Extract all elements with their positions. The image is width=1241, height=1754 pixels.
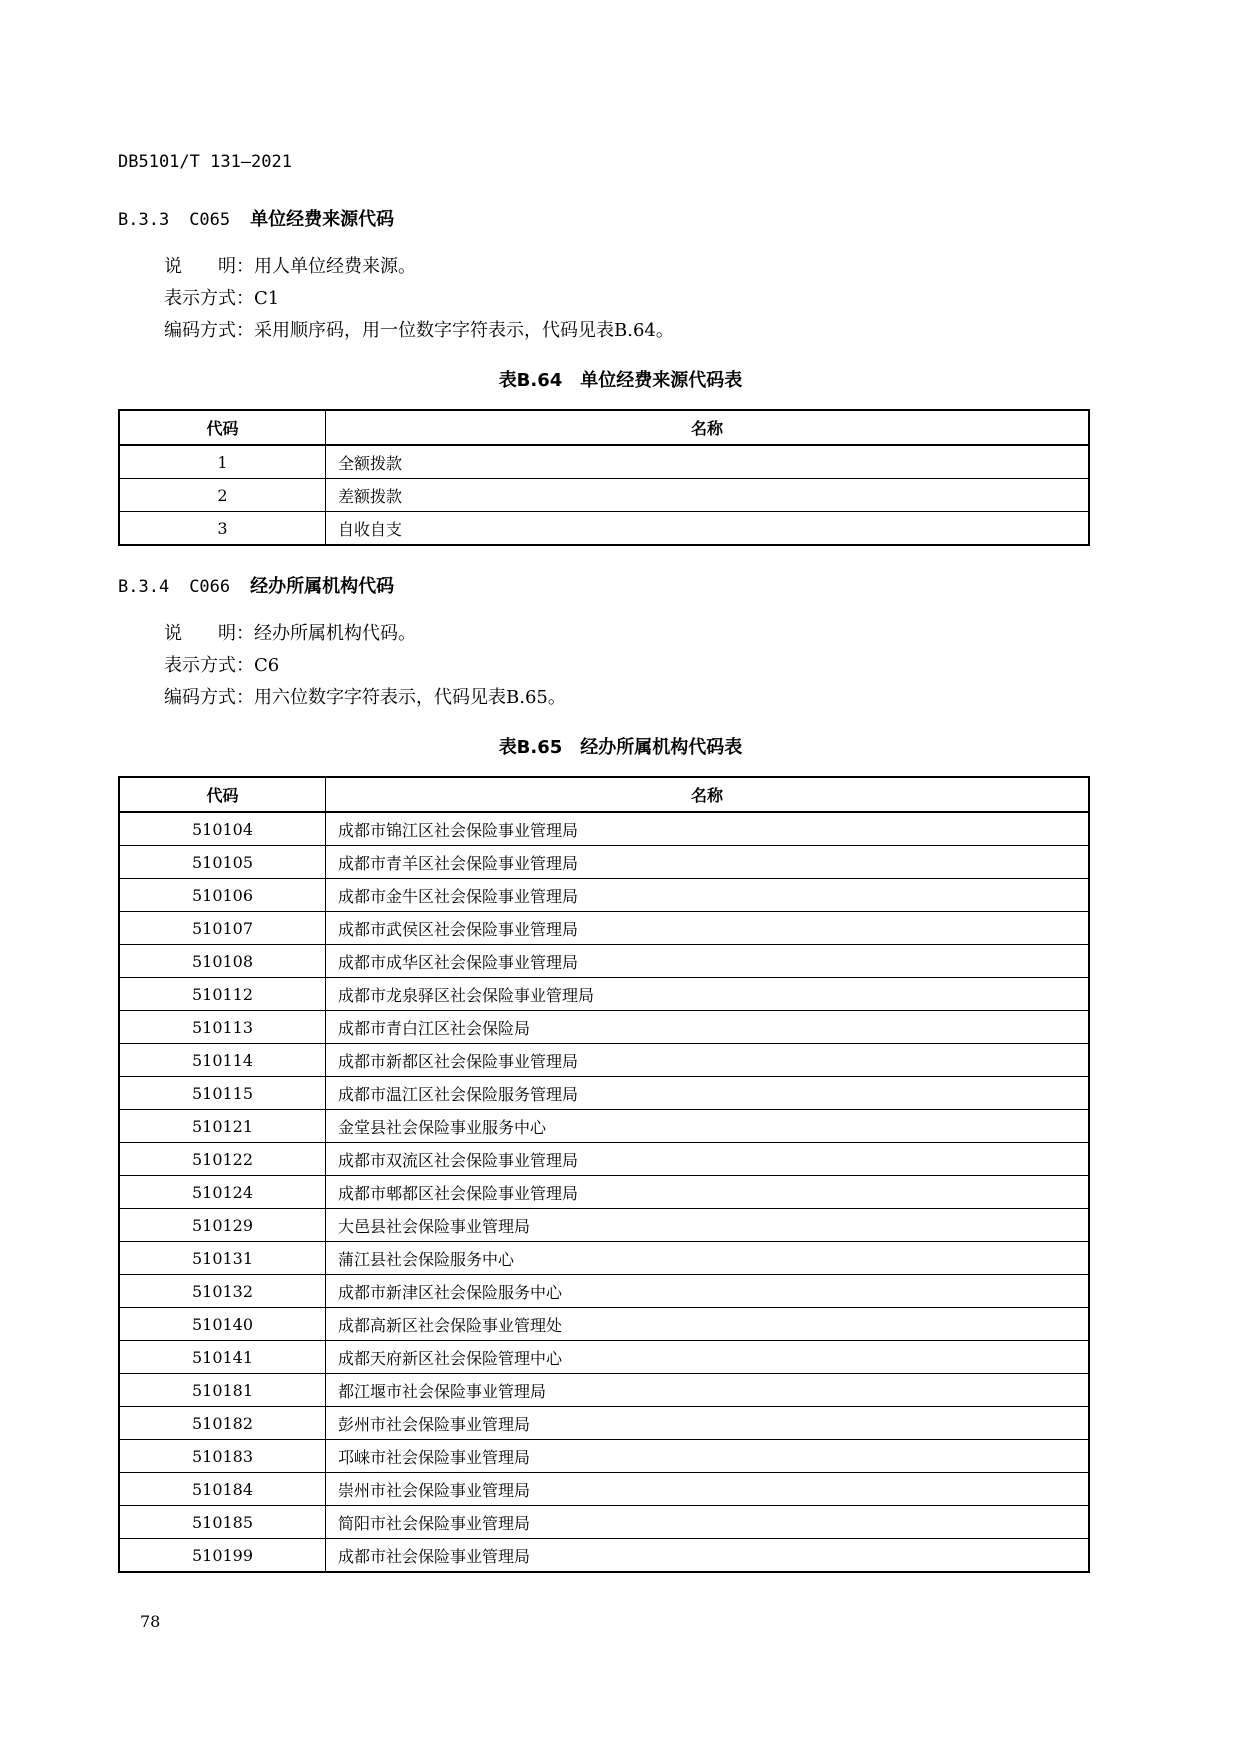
- cell-code: 510112: [119, 978, 326, 1011]
- description-line: [164, 252, 416, 278]
- cell-name: 都江堰市社会保险事业管理局: [326, 1374, 1090, 1407]
- table-row: [119, 846, 1089, 879]
- table-row: [119, 1407, 1089, 1440]
- format-label: 表示方式：: [164, 655, 254, 676]
- table-row: [119, 1341, 1089, 1374]
- cell-code: 510199: [119, 1539, 326, 1573]
- table-row: [119, 1506, 1089, 1539]
- encoding-label: 编码方式：: [164, 687, 254, 708]
- table-row: [119, 1440, 1089, 1473]
- table-b64: [118, 409, 1090, 546]
- cell-code: 510131: [119, 1242, 326, 1275]
- column-header-name: 名称: [326, 410, 1090, 445]
- section-title: 经办所属机构代码: [250, 576, 395, 597]
- cell-name: 金堂县社会保险事业服务中心: [326, 1110, 1090, 1143]
- table-row: [119, 445, 1089, 479]
- cell-name: 简阳市社会保险事业管理局: [326, 1506, 1090, 1539]
- encoding-line: [164, 683, 566, 709]
- cell-name: 成都市武侯区社会保险事业管理局: [326, 912, 1090, 945]
- cell-name: 成都天府新区社会保险管理中心: [326, 1341, 1090, 1374]
- document-id: DB5101/T 131—2021: [118, 152, 292, 172]
- cell-code: 510122: [119, 1143, 326, 1176]
- column-header-name: 名称: [326, 777, 1090, 812]
- section-code: C066: [189, 577, 231, 597]
- cell-code: 510182: [119, 1407, 326, 1440]
- cell-code: 510108: [119, 945, 326, 978]
- table-row: [119, 479, 1089, 512]
- cell-name: 成都市郫都区社会保险事业管理局: [326, 1176, 1090, 1209]
- cell-code: 510104: [119, 812, 326, 846]
- cell-name: 全额拨款: [326, 445, 1090, 479]
- column-header-code: 代码: [119, 410, 326, 445]
- table-row: [119, 512, 1089, 546]
- section-number: B.3.4: [118, 577, 170, 597]
- table-row: [119, 1473, 1089, 1506]
- table-row: [119, 1275, 1089, 1308]
- encoding-value: 采用顺序码，用一位数字字符表示，代码见表B.64。: [254, 320, 674, 341]
- cell-name: 崇州市社会保险事业管理局: [326, 1473, 1090, 1506]
- cell-code: 510140: [119, 1308, 326, 1341]
- encoding-line: [164, 316, 674, 342]
- cell-code: 2: [119, 479, 326, 512]
- cell-name: 蒲江县社会保险服务中心: [326, 1242, 1090, 1275]
- cell-code: 510106: [119, 879, 326, 912]
- format-value: C1: [254, 288, 280, 309]
- section-code: C065: [189, 210, 231, 230]
- cell-code: 510105: [119, 846, 326, 879]
- description-line: [164, 619, 416, 645]
- table-b65: [118, 776, 1090, 1573]
- table-row: [119, 912, 1089, 945]
- cell-name: 成都市金牛区社会保险事业管理局: [326, 879, 1090, 912]
- table-caption-b64: 表B.64 单位经费来源代码表: [498, 370, 743, 391]
- description-label: 说 明：: [164, 256, 254, 277]
- cell-name: 彭州市社会保险事业管理局: [326, 1407, 1090, 1440]
- table-row: [119, 1374, 1089, 1407]
- cell-code: 510114: [119, 1044, 326, 1077]
- page-number: 78: [140, 1612, 161, 1631]
- description-value: 经办所属机构代码。: [254, 623, 416, 644]
- cell-name: 成都高新区社会保险事业管理处: [326, 1308, 1090, 1341]
- section-title: 单位经费来源代码: [250, 209, 395, 230]
- table-row: [119, 1044, 1089, 1077]
- section-number: B.3.3: [118, 210, 170, 230]
- column-header-code: 代码: [119, 777, 326, 812]
- cell-name: 大邑县社会保险事业管理局: [326, 1209, 1090, 1242]
- cell-code: 510185: [119, 1506, 326, 1539]
- description-label: 说 明：: [164, 623, 254, 644]
- cell-code: 3: [119, 512, 326, 546]
- cell-code: 510115: [119, 1077, 326, 1110]
- cell-name: 成都市青羊区社会保险事业管理局: [326, 846, 1090, 879]
- table-caption-b65: 表B.65 经办所属机构代码表: [498, 737, 743, 758]
- encoding-value: 用六位数字字符表示，代码见表B.65。: [254, 687, 566, 708]
- cell-name: 成都市社会保险事业管理局: [326, 1539, 1090, 1573]
- cell-code: 510124: [119, 1176, 326, 1209]
- cell-name: 差额拨款: [326, 479, 1090, 512]
- table-row: [119, 1011, 1089, 1044]
- section-heading-b33: [118, 205, 394, 231]
- cell-name: 成都市温江区社会保险服务管理局: [326, 1077, 1090, 1110]
- section-heading-b34: [118, 572, 394, 598]
- table-row: [119, 1308, 1089, 1341]
- cell-code: 510132: [119, 1275, 326, 1308]
- format-line: [164, 651, 279, 677]
- cell-code: 510121: [119, 1110, 326, 1143]
- cell-name: 成都市青白江区社会保险局: [326, 1011, 1090, 1044]
- encoding-label: 编码方式：: [164, 320, 254, 341]
- cell-name: 自收自支: [326, 512, 1090, 546]
- table-row: [119, 1077, 1089, 1110]
- cell-code: 510184: [119, 1473, 326, 1506]
- table-row: [119, 978, 1089, 1011]
- table-row: [119, 879, 1089, 912]
- cell-code: 510113: [119, 1011, 326, 1044]
- table-header-row: [119, 410, 1089, 445]
- table-row: [119, 1143, 1089, 1176]
- cell-name: 成都市锦江区社会保险事业管理局: [326, 812, 1090, 846]
- table-row: [119, 812, 1089, 846]
- cell-code: 510181: [119, 1374, 326, 1407]
- table-row: [119, 1539, 1089, 1573]
- cell-code: 510129: [119, 1209, 326, 1242]
- cell-name: 邛崃市社会保险事业管理局: [326, 1440, 1090, 1473]
- table-row: [119, 1176, 1089, 1209]
- table-header-row: [119, 777, 1089, 812]
- cell-code: 510107: [119, 912, 326, 945]
- format-line: [164, 284, 279, 310]
- cell-name: 成都市新津区社会保险服务中心: [326, 1275, 1090, 1308]
- cell-name: 成都市新都区社会保险事业管理局: [326, 1044, 1090, 1077]
- table-row: [119, 1110, 1089, 1143]
- table-row: [119, 1242, 1089, 1275]
- table-row: [119, 945, 1089, 978]
- cell-name: 成都市双流区社会保险事业管理局: [326, 1143, 1090, 1176]
- cell-name: 成都市龙泉驿区社会保险事业管理局: [326, 978, 1090, 1011]
- format-value: C6: [254, 655, 280, 676]
- cell-code: 510141: [119, 1341, 326, 1374]
- format-label: 表示方式：: [164, 288, 254, 309]
- table-row: [119, 1209, 1089, 1242]
- description-value: 用人单位经费来源。: [254, 256, 416, 277]
- cell-name: 成都市成华区社会保险事业管理局: [326, 945, 1090, 978]
- cell-code: 510183: [119, 1440, 326, 1473]
- cell-code: 1: [119, 445, 326, 479]
